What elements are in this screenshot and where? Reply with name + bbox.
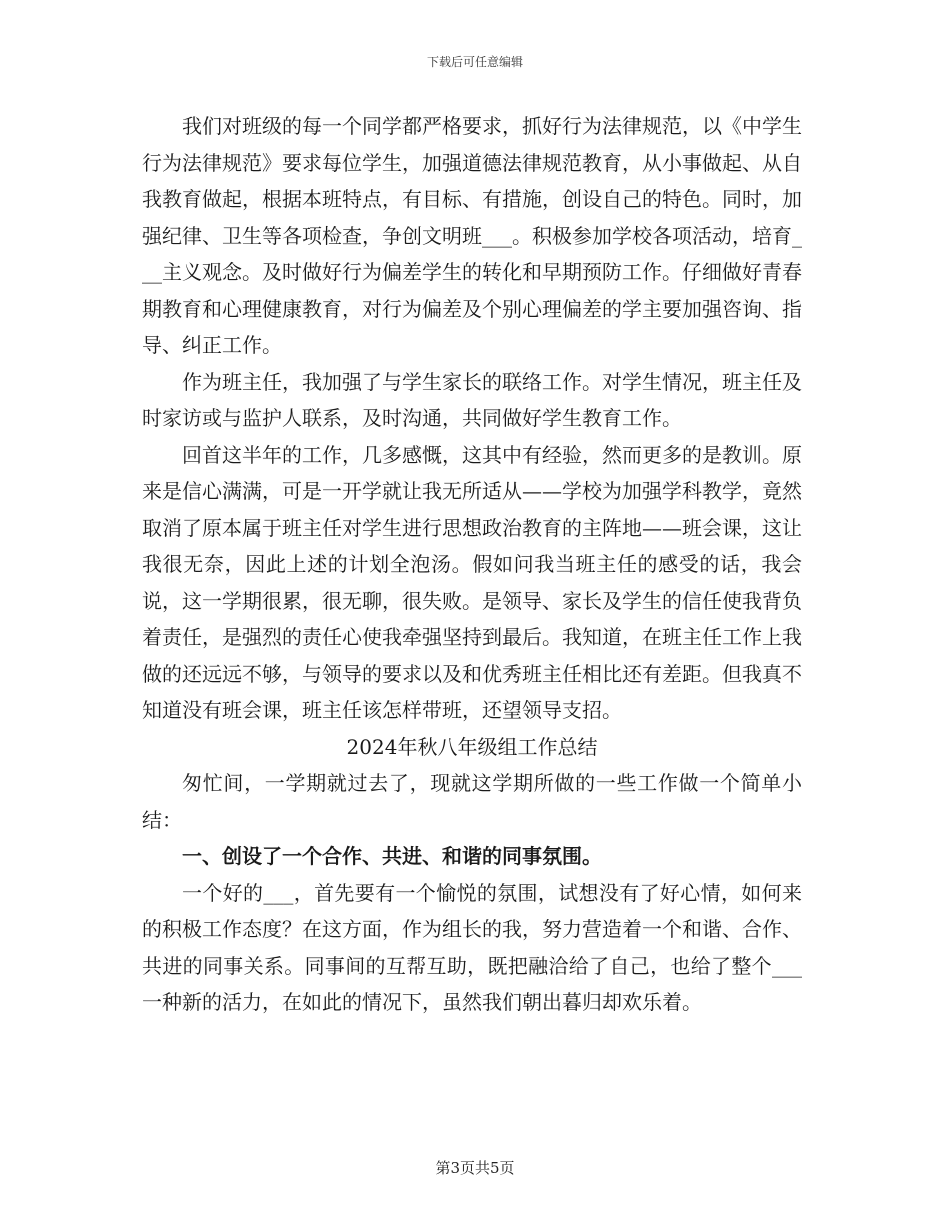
paragraph-reflection: 回首这半年的工作，几多感慨，这其中有经验，然而更多的是教训。原来是信心满满，可是一开学就让我无所适从——学校为加强学科教学，竟然取消了原本属于班主任对学生进行思想政治教育的主阵地——班会课，这让我很无奈，因此上述的计划全泡汤。假如问我当班主任的感受的话，我会说，这一学期很累，很无聊，很失败。是领导、家长及学生的信任使我背负着责任，是强烈的责任心使我牵强坚持到最后。我知道，在班主任工作上我做的还远远不够，与领导的要求以及和优秀班主任相比还有差距。但我真不知道没有班会课，班主任该怎样带班，还望领导支招。 [142,442,802,722]
paragraph-atmosphere: 一个好的___，首先要有一个愉悦的氛围，试想没有了好心情，如何来的积极工作态度？在这方面，作为组长的我，努力营造着一个和谐、合作、共进的同事关系。同事间的互帮互助，既把融洽给了自己，也给了整个___一种新的活力，在如此的情况下，虽然我们朝出暮归却欢乐着。 [142,880,802,1014]
paragraph-intro: 匆忙间，一学期就过去了，现就这学期所做的一些工作做一个简单小结： [142,771,802,832]
page-header: 下载后可任意编辑 [426,55,523,69]
page-footer: 第3页共5页 [435,1159,515,1177]
document-body [142,108,802,1021]
paragraph-parent-contact: 作为班主任，我加强了与学生家长的联络工作。对学生情况，班主任及时家访或与监护人联系，及时沟通，共同做好学生教育工作。 [142,369,802,430]
paragraph-class-discipline: 我们对班级的每一个同学都严格要求，抓好行为法律规范，以《中学生行为法律规范》要求每位学生，加强道德法律规范教育，从小事做起、从自我教育做起，根据本班特点，有目标、有措施，创设自己的特色。同时，加强纪律、卫生等各项检查，争创文明班___。积极参加学校各项活动，培育___主义观念。及时做好行为偏差学生的转化和早期预防工作。仔细做好青春期教育和心理健康教育，对行为偏差及个别心理偏差的学主要加强咨询、指导、纠正工作。 [142,114,802,357]
section-title: 2024年秋八年级组工作总结 [346,734,598,759]
section-heading-1: 一、创设了一个合作、共进、和谐的同事氛围。 [182,844,602,868]
